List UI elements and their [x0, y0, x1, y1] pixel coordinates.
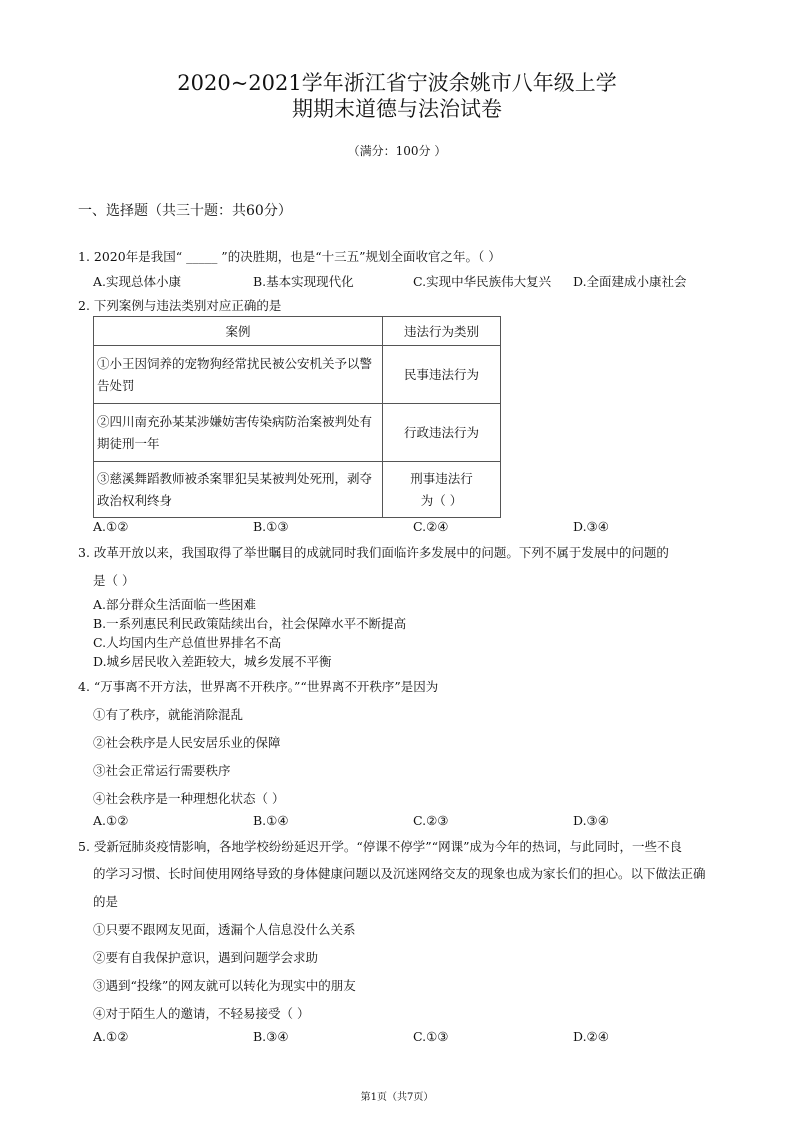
q3-option-c: C.人均国内生产总值世界排名不高 [93, 635, 282, 650]
case-line: ②四川南充孙某某涉嫌妨害传染病防治案被判处有 [97, 413, 373, 429]
case-line: ③慈溪舞蹈教师被杀案罪犯吴某被判处死刑，剥夺 [97, 470, 373, 486]
q2-option-c: C.②④ [413, 519, 449, 534]
q5-stem-line3: 的是 [93, 894, 119, 909]
q1-stem: 1. 2020年是我国“ _____ ”的决胜期，也是“十三五”规划全面收官之年。（ ） [78, 249, 501, 264]
q2-table [93, 316, 501, 518]
table-cell-type [383, 404, 501, 462]
type-text-cont: 为（ ） [420, 492, 463, 508]
q4-item-2: ②社会秩序是人民安居乐业的保障 [93, 735, 281, 750]
q5-stem-line1: 5. 受新冠肺炎疫情影响，各地学校纷纷延迟开学。“停课不停学”“网课”成为今年的热词，与此同时，一些不良 [78, 839, 682, 854]
type-text: 刑事违法行 [410, 470, 473, 486]
q4-item-4: ④社会秩序是一种理想化状态（ ） [93, 791, 285, 806]
case-line: 告处罚 [97, 377, 135, 393]
q5-stem-line2: 的学习习惯、长时间使用网络导致的身体健康问题以及沉迷网络交友的现象也成为家长们的担心。以下做法正确 [93, 866, 706, 881]
case-line: 期徒刑一年 [97, 435, 160, 451]
q4-option-c: C.②③ [413, 813, 449, 828]
q3-option-a: A.部分群众生活面临一些困难 [93, 597, 257, 612]
q5-option-a: A.①② [93, 1029, 129, 1044]
q4-option-a: A.①② [93, 813, 129, 828]
q1-option-d: D.全面建成小康社会 [573, 274, 687, 289]
page-footer: 第1页（共7页） [360, 1092, 434, 1103]
q3-stem-line2: 是（ ） [93, 573, 135, 588]
section-heading: 一、选择题（共三十题：共60分） [78, 203, 292, 219]
q4-item-1: ①有了秩序，就能消除混乱 [93, 707, 244, 722]
q5-item-2: ②要有自我保护意识，遇到问题学会求助 [93, 950, 319, 965]
table-header-case: 案例 [94, 317, 383, 346]
table-row [94, 404, 501, 462]
type-text: 行政违法行为 [403, 424, 479, 440]
table-header-type: 违法行为类别 [383, 317, 501, 346]
exam-title-line2: 期期末道德与法治试卷 [292, 97, 502, 121]
q1-option-b: B.基本实现现代化 [253, 274, 354, 289]
q4-option-d: D.③④ [573, 813, 609, 828]
table-cell-case [94, 404, 383, 462]
table-cell-case [94, 462, 383, 518]
full-score: （满分：100分 ） [347, 144, 447, 158]
table-row [94, 346, 501, 404]
q5-option-d: D.②④ [573, 1029, 609, 1044]
q2-option-a: A.①② [93, 519, 129, 534]
q4-stem: 4. “万事离不开方法，世界离不开秩序。”“世界离不开秩序”是因为 [78, 679, 439, 694]
q5-item-4: ④对于陌生人的邀请，不轻易接受（ ） [93, 1006, 310, 1021]
q4-item-3: ③社会正常运行需要秩序 [93, 763, 231, 778]
case-line: 政治权利终身 [97, 492, 173, 508]
q3-option-b: B.一系列惠民利民政策陆续出台，社会保障水平不断提高 [93, 616, 407, 631]
q2-stem: 2. 下列案例与违法类别对应正确的是 [78, 298, 282, 313]
q5-option-b: B.③④ [253, 1029, 289, 1044]
table-cell-type [383, 346, 501, 404]
q1-option-c: C.实现中华民族伟大复兴 [413, 274, 552, 289]
q5-option-c: C.①③ [413, 1029, 449, 1044]
case-line: ①小王因饲养的宠物狗经常扰民被公安机关予以警 [97, 355, 373, 371]
exam-title-line1: 2020~2021学年浙江省宁波余姚市八年级上学 [177, 71, 617, 95]
table-header-row [94, 317, 501, 346]
table-cell-case [94, 346, 383, 404]
q5-item-1: ①只要不跟网友见面，透漏个人信息没什么关系 [93, 922, 356, 937]
q2-option-d: D.③④ [573, 519, 609, 534]
table-cell-type [383, 462, 501, 518]
table-row [94, 462, 501, 518]
q3-stem-line1: 3. 改革开放以来，我国取得了举世瞩目的成就同时我们面临许多发展中的问题。下列不属于发展中的问题的 [78, 545, 669, 560]
q4-option-b: B.①④ [253, 813, 289, 828]
q2-option-b: B.①③ [253, 519, 289, 534]
q5-item-3: ③遇到“投缘”的网友就可以转化为现实中的朋友 [93, 978, 356, 993]
type-text: 民事违法行为 [403, 366, 479, 382]
q3-option-d: D.城乡居民收入差距较大，城乡发展不平衡 [93, 654, 332, 669]
q1-option-a: A.实现总体小康 [93, 274, 182, 289]
